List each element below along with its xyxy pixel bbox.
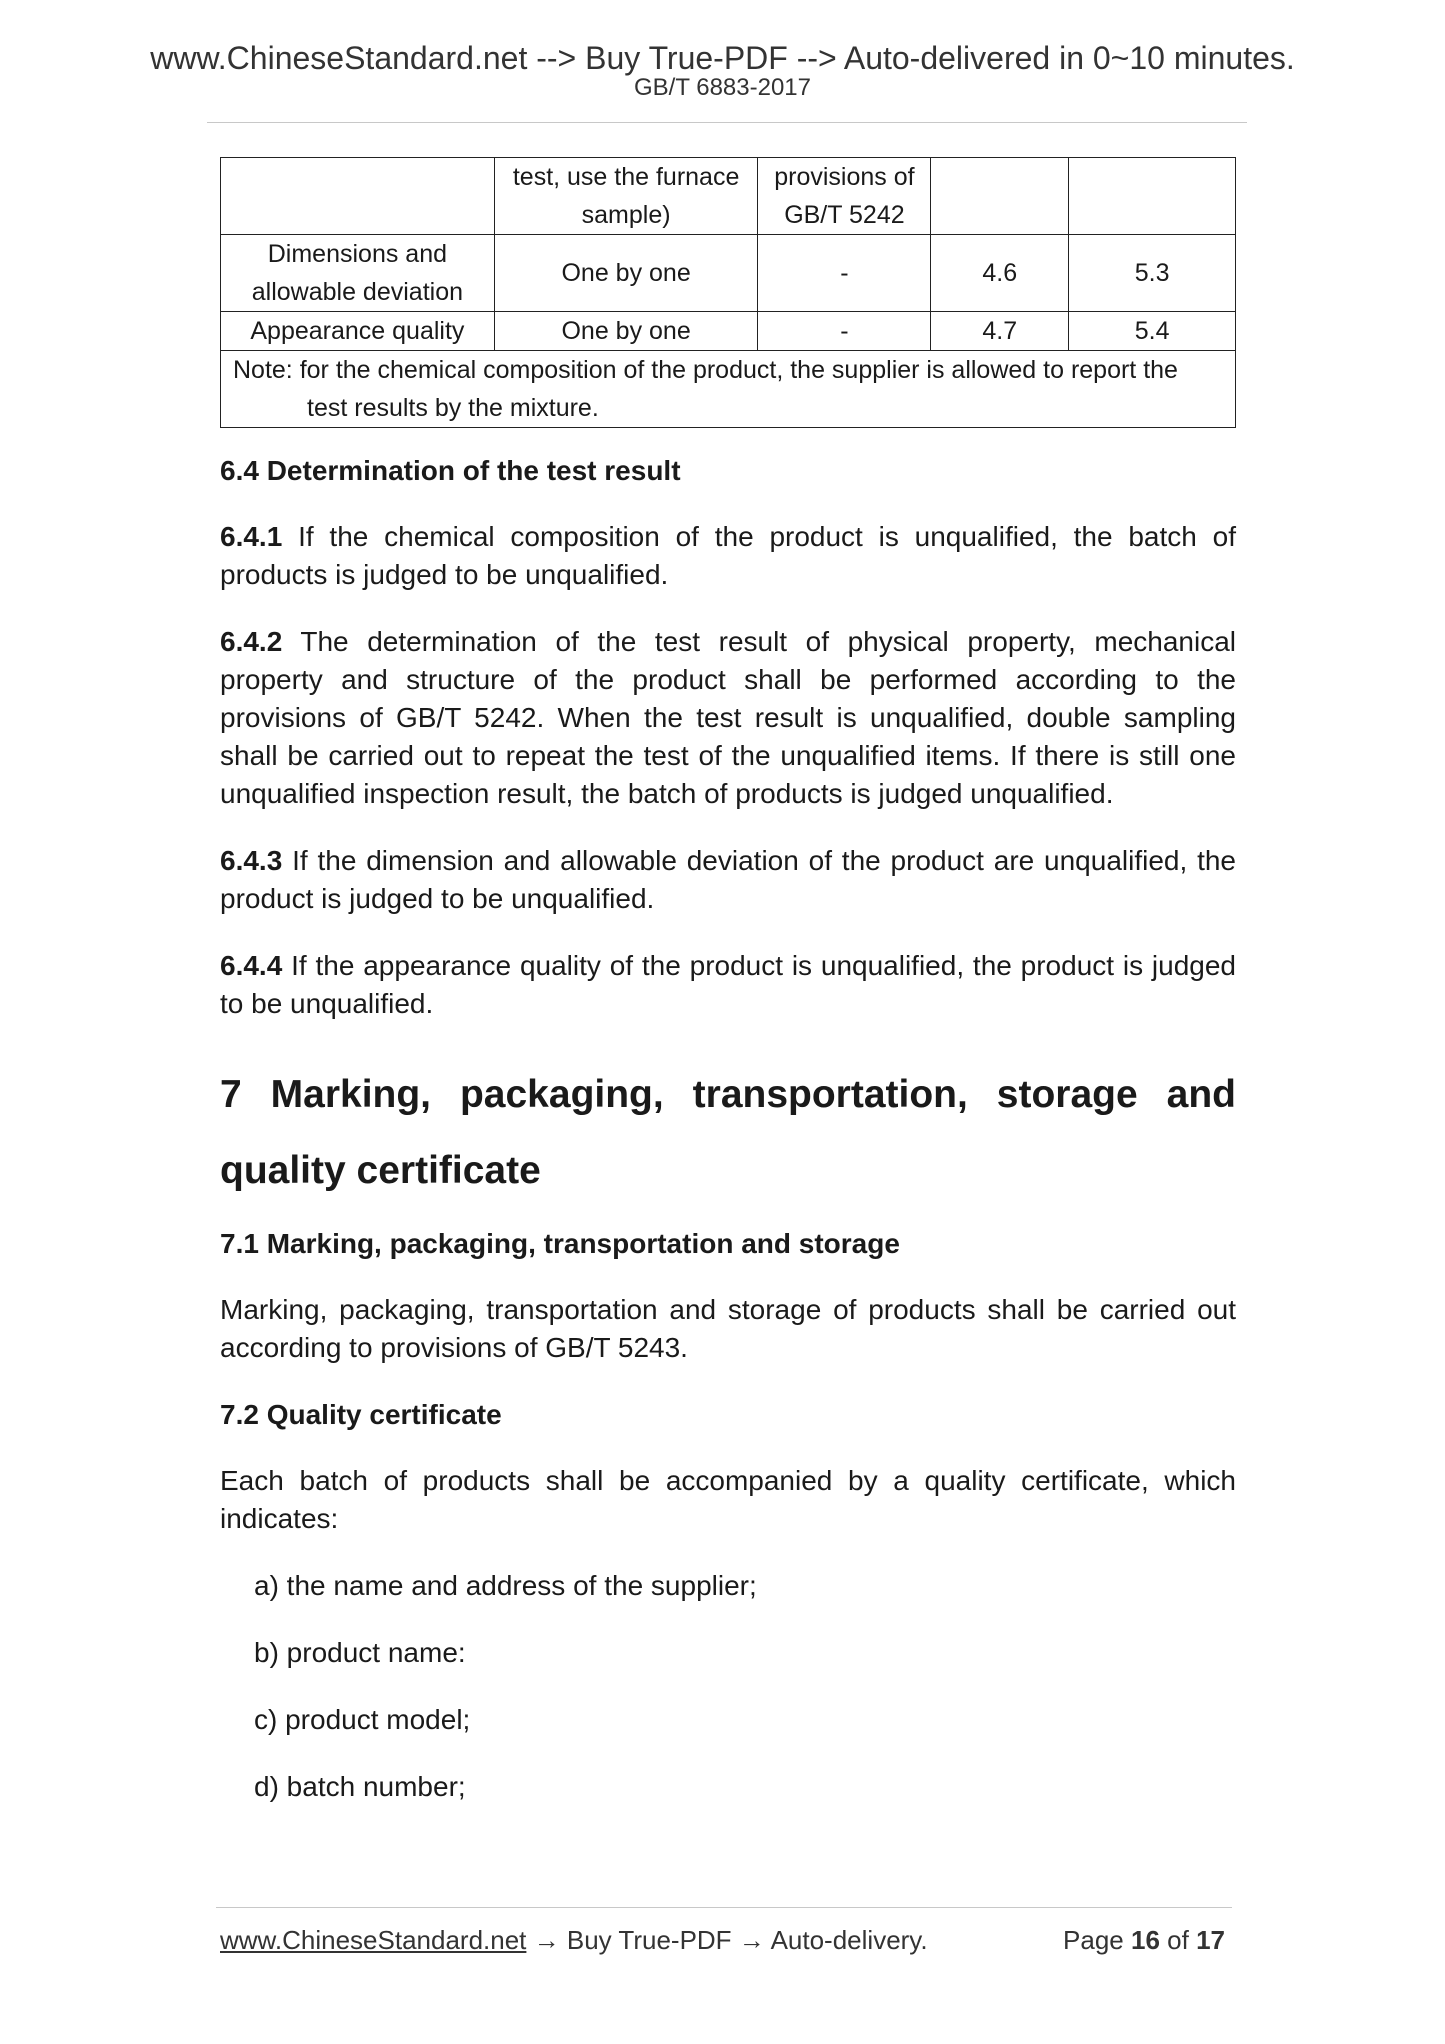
chapter-heading-7: 7 Marking, packaging, transportation, storage and quality certificate	[220, 1073, 1236, 1192]
top-banner: www.ChineseStandard.net --> Buy True-PDF --> Auto-delivered in 0~10 minutes.	[150, 40, 1295, 76]
table-row	[221, 158, 1236, 235]
table-cell: 4.7	[931, 312, 1069, 351]
list-item: a) the name and address of the supplier;	[254, 1570, 757, 1601]
clause-6-4-2	[220, 623, 1236, 813]
clause-text: If the appearance quality of the product is unqualified, the product is judged to be unqualified.	[220, 950, 1236, 1019]
clause-number: 6.4.3	[220, 845, 283, 876]
table-cell: 5.3	[1069, 235, 1236, 312]
footer-site-link[interactable]: www.ChineseStandard.net	[220, 1925, 527, 1955]
clause-6-4-4	[220, 947, 1236, 1023]
header-divider	[207, 122, 1247, 123]
table-note-line: Note: for the chemical composition of the product, the supplier is allowed to report the	[233, 356, 1178, 384]
section-heading-6-4: 6.4 Determination of the test result	[220, 455, 681, 486]
table-row	[221, 235, 1236, 312]
page-label: Page	[1063, 1925, 1124, 1955]
section-7-1-text: Marking, packaging, transportation and storage of products shall be carried out according to provisions of GB/T 5243.	[220, 1294, 1236, 1363]
table-cell: test, use the furnace sample)	[494, 158, 758, 235]
section-heading-7-1: 7.1 Marking, packaging, transportation and storage	[220, 1228, 900, 1259]
list-item: d) batch number;	[254, 1771, 466, 1802]
clause-6-4-1	[220, 518, 1236, 594]
page-current: 16	[1131, 1925, 1160, 1955]
table-cell: Dimensions and allowable deviation	[221, 235, 495, 312]
document-body	[220, 452, 1236, 1835]
table-note-row	[221, 351, 1236, 428]
table-cell	[1069, 158, 1236, 235]
table-cell: provisions of GB/T 5242	[758, 158, 931, 235]
table-cell: 5.4	[1069, 312, 1236, 351]
standard-code: GB/T 6883-2017	[633, 74, 811, 101]
table-cell: -	[758, 312, 931, 351]
section-heading-7-2: 7.2 Quality certificate	[220, 1399, 502, 1430]
footer-promo-text: → Buy True-PDF → Auto-delivery.	[526, 1925, 928, 1955]
page-number	[1063, 1925, 1225, 1956]
clause-text: The determination of the test result of physical property, mechanical property and structure of the product shall be performed according to the provisions of GB/T 5242. When the test result is unqualified, double sampling shall be carried out to repeat the test of the unqualified items. If there is still one unqualified inspection result, the batch of products is judged unqualified.	[220, 626, 1236, 809]
table-note-line: test results by the mixture.	[307, 394, 599, 422]
table-cell: Appearance quality	[221, 312, 495, 351]
clause-text: If the chemical composition of the product is unqualified, the batch of products is judged to be unqualified.	[220, 521, 1236, 590]
table-cell	[931, 158, 1069, 235]
footer-divider	[216, 1907, 1232, 1908]
table-cell: -	[758, 235, 931, 312]
table-row	[221, 312, 1236, 351]
footer-promo	[220, 1925, 928, 1956]
table-cell: One by one	[494, 235, 758, 312]
inspection-table	[220, 157, 1236, 428]
page-of: of	[1167, 1925, 1189, 1955]
clause-number: 6.4.2	[220, 626, 283, 657]
list-item: b) product name:	[254, 1637, 466, 1668]
clause-6-4-3	[220, 842, 1236, 918]
clause-text: If the dimension and allowable deviation of the product are unqualified, the product is judged to be unqualified.	[220, 845, 1236, 914]
clause-number: 6.4.4	[220, 950, 283, 981]
table-cell: One by one	[494, 312, 758, 351]
section-7-2-text: Each batch of products shall be accompanied by a quality certificate, which indicates:	[220, 1465, 1236, 1534]
table-cell: 4.6	[931, 235, 1069, 312]
table-cell	[221, 158, 495, 235]
page-total: 17	[1196, 1925, 1225, 1955]
clause-number: 6.4.1	[220, 521, 283, 552]
list-item: c) product model;	[254, 1704, 471, 1735]
table-note	[221, 351, 1236, 428]
